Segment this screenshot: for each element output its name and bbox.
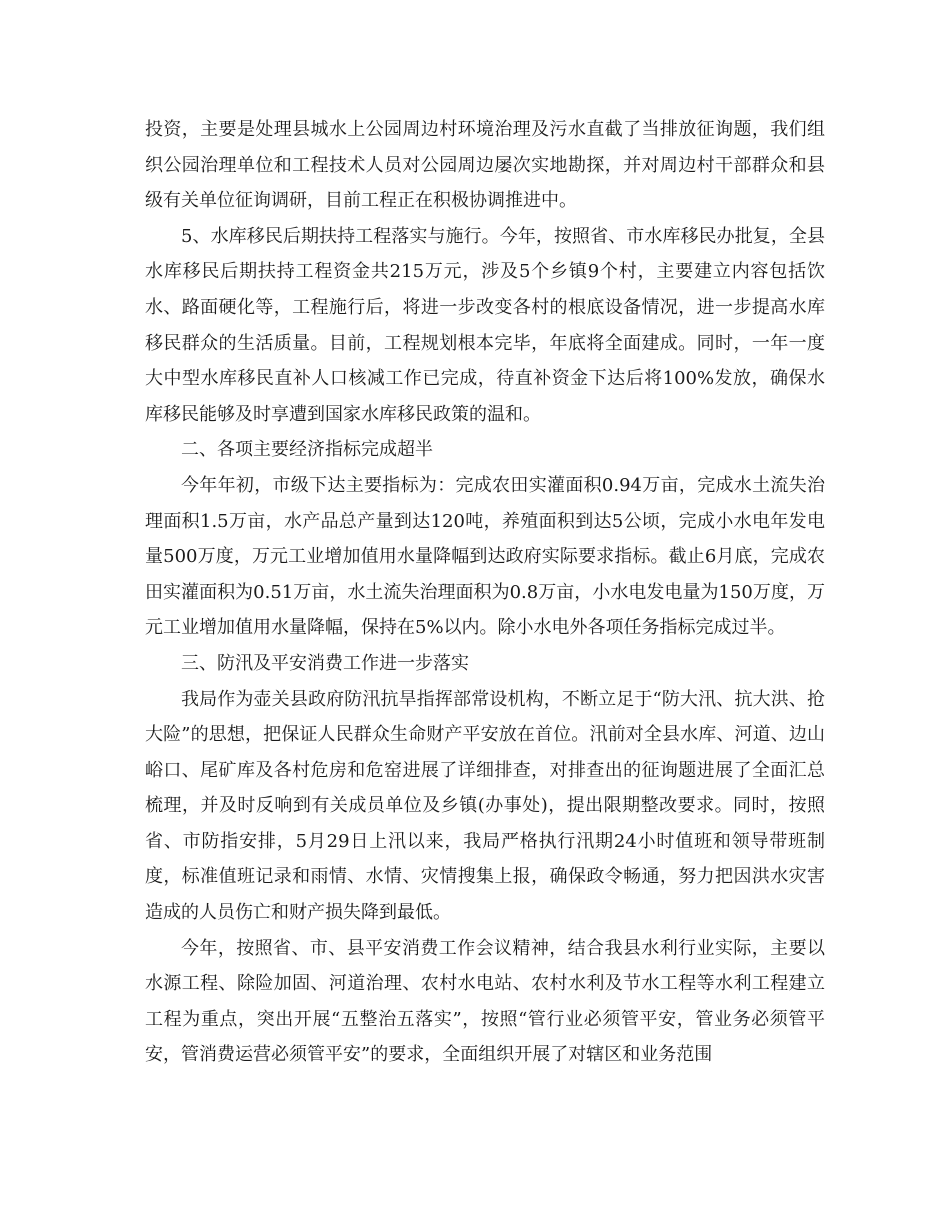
paragraph-safety-production: 今年，按照省、市、县平安消费工作会议精神，结合我县水利行业实际，主要以水源工程、除险加固、河道治理、农村水电站、农村水利及节水工程等水利工程建立工程为重点，突出开展“五整治五落实”，按照“管行业必须管平安，管业务必须管平安，管消费运营必须管平安”的要求，全面组织开展了对辖区和业务范围 [145, 937, 825, 1066]
paragraph-continuation: 投资，主要是处理县城水上公园周边村环境治理及污水直截了当排放征询题，我们组织公园治理单位和工程技术人员对公园周边屡次实地勘探，并对周边村干部群众和县级有关单位征询调研，目前工程正在积极协调推进中。 [145, 119, 825, 212]
paragraph-economic-indicators: 今年年初，市级下达主要指标为：完成农田实灌面积0.94万亩，完成水土流失治理面积1.5万亩，水产品总产量到达120吨，养殖面积到达5公顷，完成小水电年发电量500万度，万元工业增加值用水量降幅到达政府实际要求指标。截止6月底，完成农田实灌面积为0.51万亩，水土流失治理面积为0.8万亩，小水电发电量为150万度，万元工业增加值用水量降幅，保持在5%以内。除小水电外各项任务指标完成过半。 [145, 474, 825, 639]
section-heading-flood-safety: 三、防汛及平安消费工作进一步落实 [181, 652, 469, 674]
paragraph-reservoir-resettlement: 5、水库移民后期扶持工程落实与施行。今年，按照省、市水库移民办批复，全县水库移民后期扶持工程资金共215万元，涉及5个乡镇9个村，主要建立内容包括饮水、路面硬化等，工程施行后，将进一步改变各村的根底设备情况，进一步提高水库移民群众的生活质量。目前，工程规划根本完毕，年底将全面建成。同时，一年一度大中型水库移民直补人口核减工作已完成，待直补资金下达后将100%发放，确保水库移民能够及时享遭到国家水库移民政策的温和。 [145, 225, 825, 425]
document-body [145, 112, 825, 1073]
paragraph-flood-control: 我局作为壶关县政府防汛抗旱指挥部常设机构，不断立足于“防大汛、抗大洪、抢大险”的思想，把保证人民群众生命财产平安放在首位。汛前对全县水库、河道、边山峪口、尾矿库及各村危房和危窑进展了详细排查，对排查出的征询题进展了全面汇总梳理，并及时反响到有关成员单位及乡镇(办事处)，提出限期整改要求。同时，按照省、市防指安排，5月29日上汛以来，我局严格执行汛期24小时值班和领导带班制度，标准值班记录和雨情、水情、灾情搜集上报，确保政令畅通，努力把因洪水灾害造成的人员伤亡和财产损失降到最低。 [145, 688, 825, 924]
section-heading-economic-indicators: 二、各项主要经济指标完成超半 [181, 439, 433, 461]
